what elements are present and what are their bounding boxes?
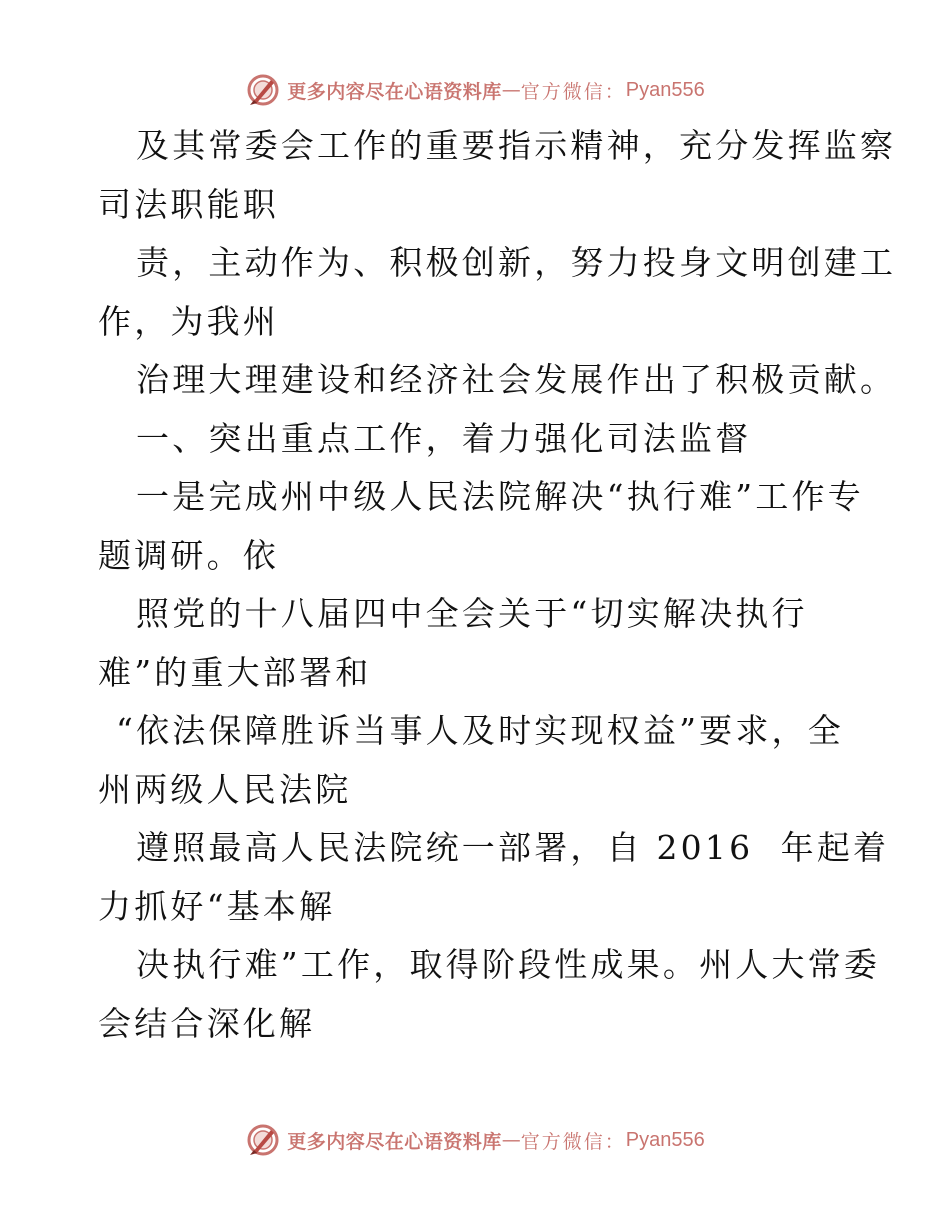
text-line: 及其常委会工作的重要指示精神，充分发挥监察 bbox=[136, 126, 897, 165]
section-heading: 一、突出重点工作，着力强化司法监督 bbox=[136, 418, 752, 458]
text-line: 州两级人民法院 bbox=[98, 769, 352, 809]
watermark-separator: — bbox=[501, 79, 521, 101]
watermark-wechat-id: Pyan556 bbox=[625, 78, 705, 101]
quill-pen-logo-icon bbox=[245, 72, 281, 108]
footer-watermark bbox=[0, 1120, 950, 1160]
text-line: 力抓好“基本解 bbox=[98, 886, 336, 926]
header-watermark bbox=[0, 70, 950, 110]
quill-pen-logo-icon bbox=[245, 1122, 281, 1158]
watermark-main-text: 更多内容尽在心语资料库 bbox=[287, 1130, 502, 1153]
document-body bbox=[98, 124, 897, 1060]
text-line: 治理大理建设和经济社会发展作出了积极贡献。 bbox=[136, 360, 897, 399]
text-line: 遵照最高人民法院统一部署，自 2016 年起着 bbox=[136, 828, 890, 867]
watermark-separator: — bbox=[501, 1129, 521, 1151]
text-line: 责，主动作为、积极创新，努力投身文明创建工 bbox=[136, 243, 897, 282]
text-line: 作，为我州 bbox=[98, 301, 279, 341]
text-line: 会结合深化解 bbox=[98, 1003, 316, 1043]
text-line: 决执行难”工作，取得阶段性成果。州人大常委 bbox=[136, 945, 881, 984]
watermark-wechat-label: 官方微信： bbox=[520, 1130, 626, 1153]
text-line: 一是完成州中级人民法院解决“执行难”工作专 bbox=[136, 477, 864, 516]
text-line: 照党的十八届四中全会关于“切实解决执行 bbox=[136, 594, 808, 633]
watermark-wechat-id: Pyan556 bbox=[625, 1128, 705, 1151]
watermark-wechat-label: 官方微信： bbox=[520, 80, 626, 103]
text-line: 题调研。依 bbox=[98, 535, 279, 575]
text-line: “依法保障胜诉当事人及时实现权益”要求，全 bbox=[116, 711, 844, 750]
text-line: 司法职能职 bbox=[98, 184, 279, 224]
text-line: 难”的重大部署和 bbox=[98, 652, 372, 692]
watermark-main-text: 更多内容尽在心语资料库 bbox=[287, 80, 502, 103]
